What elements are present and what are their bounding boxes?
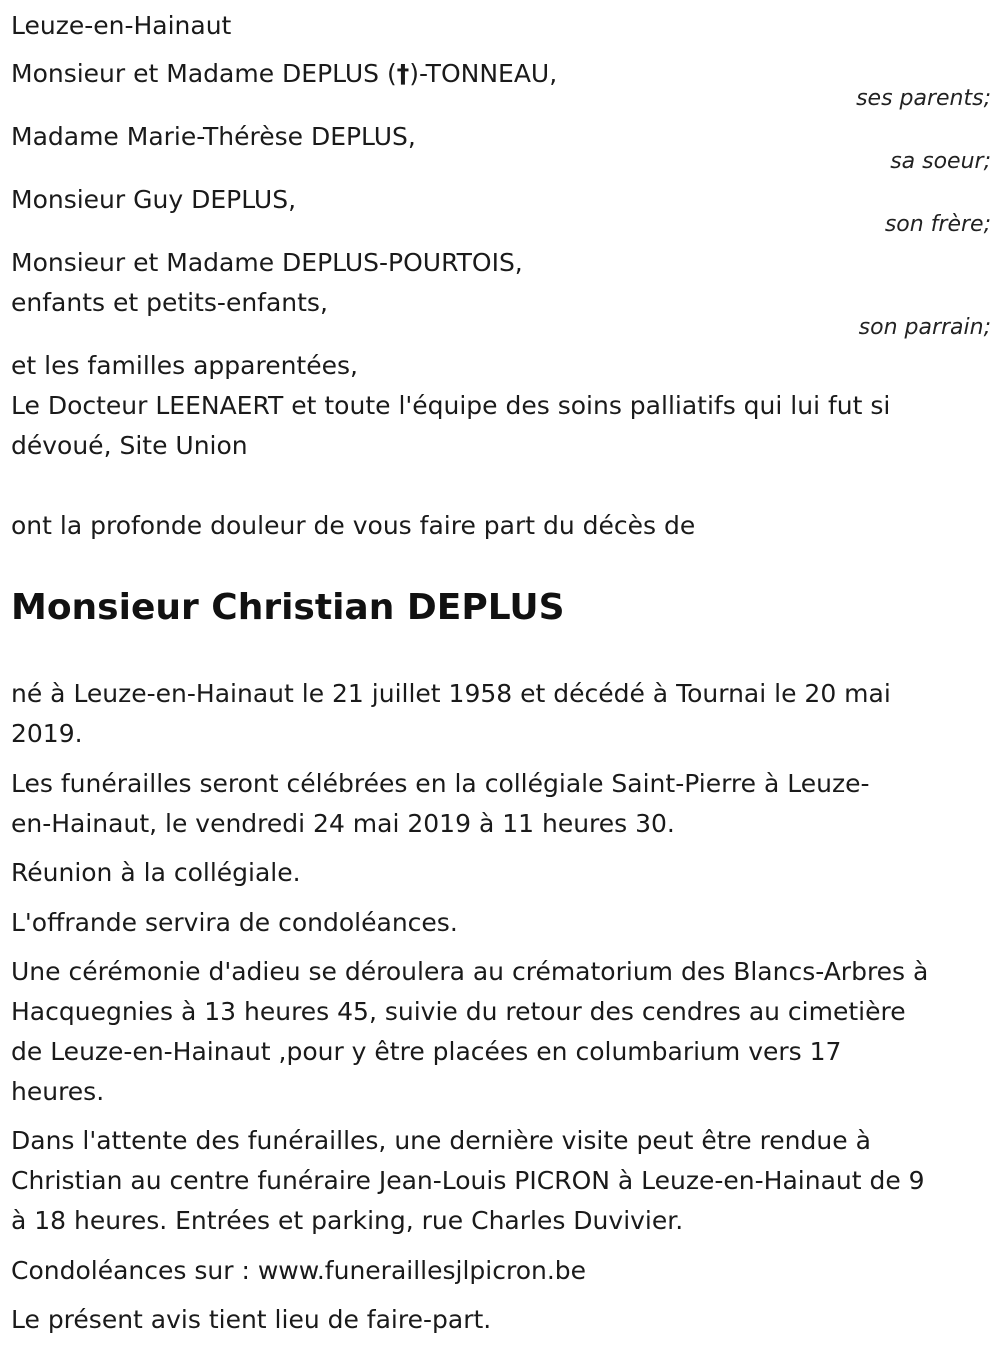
visit-info: Dans l'attente des funérailles, une dernière visite peut être rendue à: [11, 1126, 871, 1155]
condolences-link: Condoléances sur : www.funeraillesjlpicron.be: [11, 1256, 587, 1285]
funeral-info-cont: en-Hainaut, le vendredi 24 mai 2019 à 11 heures 30.: [11, 809, 675, 838]
birth-info-cont: 2019.: [11, 719, 83, 748]
notice: Le présent avis tient lieu de faire-part.: [11, 1305, 492, 1334]
birth-info: né à Leuze-en-Hainaut le 21 juillet 1958 et décédé à Tournai le 20 mai: [11, 679, 891, 708]
family-children: enfants et petits-enfants,: [11, 288, 328, 317]
offering-info: L'offrande servira de condoléances.: [11, 908, 458, 937]
relation-parents: ses parents;: [856, 86, 991, 111]
meeting-info: Réunion à la collégiale.: [11, 858, 301, 887]
deceased-name: Monsieur Christian DEPLUS: [11, 587, 565, 628]
relation-godparent: son parrain;: [858, 315, 991, 340]
family-brother: Monsieur Guy DEPLUS,: [11, 185, 297, 214]
ceremony-info: Une cérémonie d'adieu se déroulera au crématorium des Blancs-Arbres à: [11, 957, 929, 986]
family-parents: Monsieur et Madame DEPLUS (†)-TONNEAU,: [11, 59, 558, 88]
ceremony-info-4: heures.: [11, 1077, 105, 1106]
ceremony-info-3: de Leuze-en-Hainaut ,pour y être placées en columbarium vers 17: [11, 1037, 842, 1066]
family-sister: Madame Marie-Thérèse DEPLUS,: [11, 122, 416, 151]
header-location: Leuze-en-Hainaut: [11, 11, 232, 40]
related-families: et les familles apparentées,: [11, 351, 358, 380]
cross-icon: †: [396, 59, 410, 88]
visit-info-3: à 18 heures. Entrées et parking, rue Charles Duvivier.: [11, 1206, 684, 1235]
family-godparent: Monsieur et Madame DEPLUS-POURTOIS,: [11, 248, 523, 277]
relation-brother: son frère;: [884, 212, 991, 237]
relation-sister: sa soeur;: [890, 149, 991, 174]
funeral-info: Les funérailles seront célébrées en la collégiale Saint-Pierre à Leuze-: [11, 769, 870, 798]
ceremony-info-2: Hacquegnies à 13 heures 45, suivie du retour des cendres au cimetière: [11, 997, 906, 1026]
doctor-line: Le Docteur LEENAERT et toute l'équipe des soins palliatifs qui lui fut si: [11, 391, 891, 420]
visit-info-2: Christian au centre funéraire Jean-Louis PICRON à Leuze-en-Hainaut de 9: [11, 1166, 925, 1195]
announcement: ont la profonde douleur de vous faire part du décès de: [11, 511, 696, 540]
doctor-line-cont: dévoué, Site Union: [11, 431, 248, 460]
